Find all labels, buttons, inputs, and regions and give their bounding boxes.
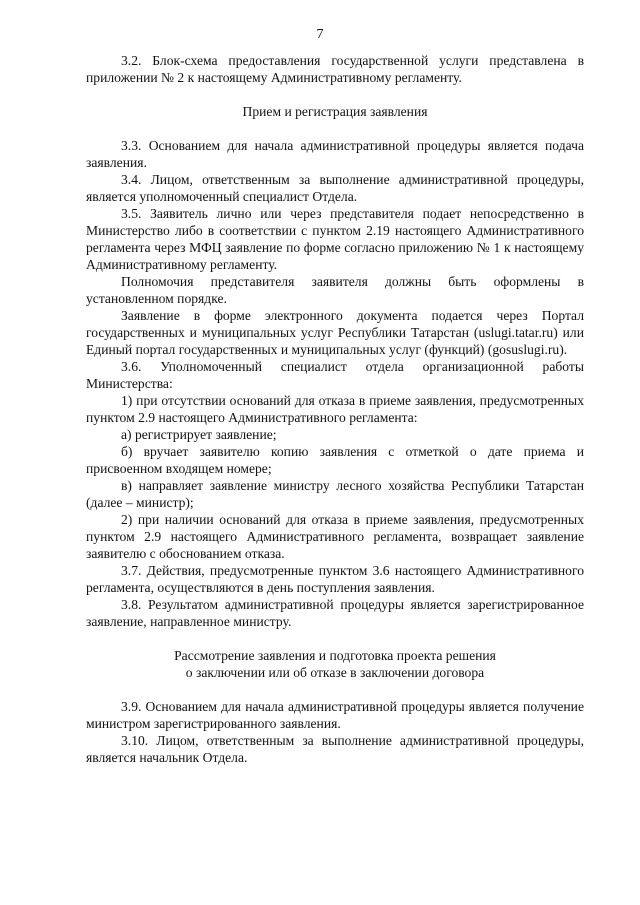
- section-heading: [86, 103, 584, 120]
- document-body: [86, 52, 584, 766]
- paragraph: 3.5. Заявитель лично или через представителя подает непосредственно в Министерство либо в соответствии с пунктом 2.19 настоящего Административного регламента через МФЦ заявление по форме согласно приложению № 1 к настоящему Административному регламенту.: [86, 206, 584, 272]
- paragraph: 3.8. Результатом административной процедуры является зарегистрированное заявление, направленное министру.: [86, 597, 584, 629]
- paragraph: 3.6. Уполномоченный специалист отдела организационной работы Министерства:: [86, 359, 584, 391]
- paragraph: Заявление в форме электронного документа подается через Портал государственных и муниципальных услуг Республики Татарстан (uslugi.tatar.ru) или Единый портал государственных и муниципальных услуг (функций) (gosuslugi.ru).: [86, 308, 584, 357]
- paragraph: 2) при наличии оснований для отказа в приеме заявления, предусмотренных пунктом 2.9 настоящего Административного регламента, возвращает заявление заявителю с обоснованием отказа.: [86, 512, 584, 561]
- paragraph: 3.4. Лицом, ответственным за выполнение административной процедуры, является уполномоченный специалист Отдела.: [86, 172, 584, 204]
- paragraph: 3.9. Основанием для начала административной процедуры является получение министром зарегистрированного заявления.: [86, 699, 584, 731]
- heading-line: о заключении или об отказе в заключении договора: [185, 665, 485, 680]
- heading-line: Рассмотрение заявления и подготовка проекта решения: [174, 648, 496, 663]
- page-number: 7: [316, 27, 324, 42]
- paragraph: 3.3. Основанием для начала административной процедуры является подача заявления.: [86, 138, 584, 170]
- paragraph: б) вручает заявителю копию заявления с отметкой о дате приема и присвоенном входящем номере;: [86, 444, 584, 476]
- heading-line: Прием и регистрация заявления: [242, 104, 428, 119]
- paragraph: а) регистрирует заявление;: [121, 427, 277, 442]
- paragraph: в) направляет заявление министру лесного хозяйства Республики Татарстан (далее – министр);: [86, 478, 584, 510]
- section-heading: [86, 647, 584, 681]
- paragraph: 3.7. Действия, предусмотренные пунктом 3.6 настоящего Административного регламента, осуществляются в день поступления заявления.: [86, 563, 584, 595]
- paragraph: 3.10. Лицом, ответственным за выполнение административной процедуры, является начальник Отдела.: [86, 733, 584, 765]
- paragraph: 3.2. Блок-схема предоставления государственной услуги представлена в приложении № 2 к настоящему Административному регламенту.: [86, 53, 584, 85]
- paragraph: 1) при отсутствии оснований для отказа в приеме заявления, предусмотренных пунктом 2.9 настоящего Административного регламента:: [86, 393, 584, 425]
- paragraph: Полномочия представителя заявителя должны быть оформлены в установленном порядке.: [86, 274, 584, 306]
